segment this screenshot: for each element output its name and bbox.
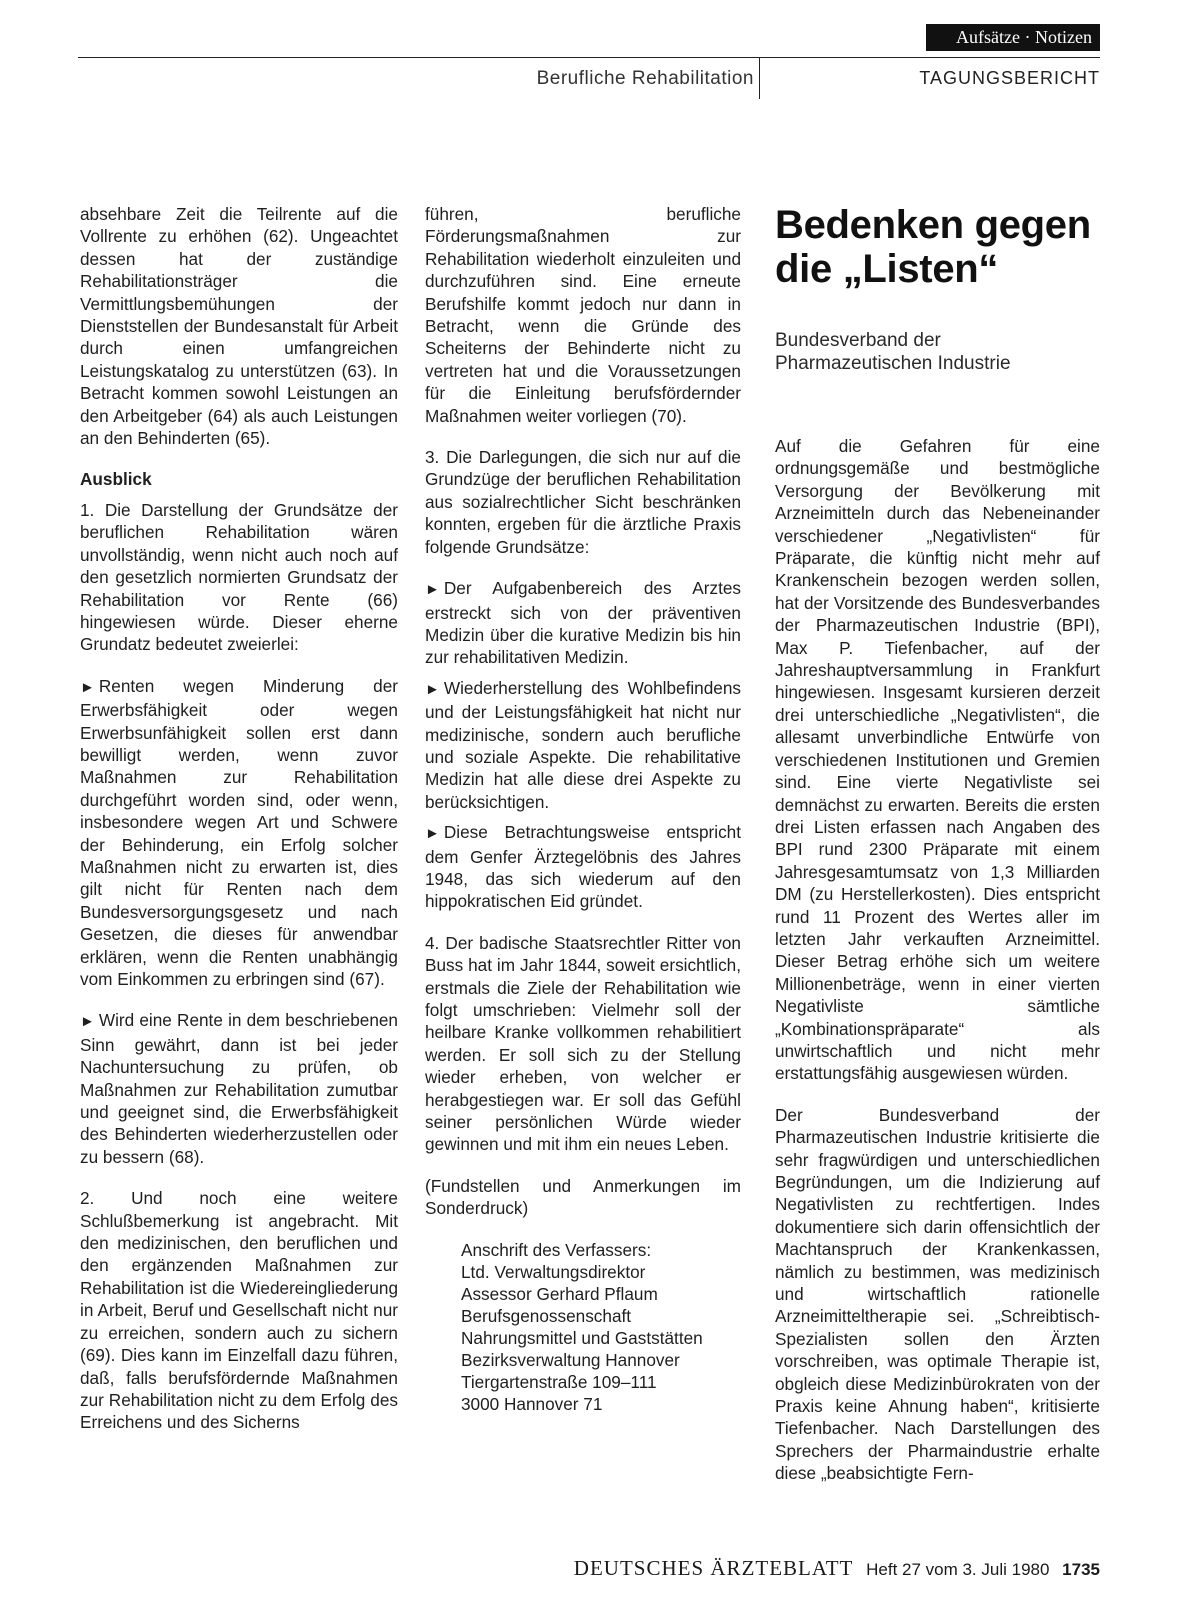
paragraph: Der Bundesverband der Pharmazeutischen Industrie kritisierte die sehr fragwürdigen und unterschiedlichen Begründungen, um die Indizierung auf Negativlisten zu rechtfertigen. Indes dokumentiere sich darin offensichtlich der Machtanspruch der Krankenkassen, nämlich zu bestimmen, was medizinisch und wirtschaftlich rationelle Arzneimitteltherapie sei. „Schreibtisch-Spezialisten sollen den Ärzten vorschreiben, was optimale Therapie ist, obgleich diese Medizinbürokraten von der Praxis keine Ahnung haben“, kritisierte Tiefenbacher. Nach Darstellungen des Sprechers der Pharmaindustrie erhalte diese „beabsichtigte Fern- <box>775 1104 1100 1484</box>
paragraph: absehbare Zeit die Teilrente auf die Vollrente zu erhöhen (62). Ungeachtet dessen hat der zuständige Rehabilitationsträger die Vermittlungsbemühungen der Dienststellen der Bundesanstalt für Arbeit durch einen umfangreichen Leistungskatalog zu unterstützen (63). In Betracht kommen sowohl Leistungen an den Arbeitgeber (64) als auch Leistungen an den Behinderten (65). <box>80 204 398 449</box>
article-byline: Bundesverband der Pharmazeutischen Industrie <box>775 330 1011 374</box>
column-1 <box>80 203 398 1453</box>
header-divider <box>759 57 760 99</box>
triangle-bullet-icon: ► <box>425 680 440 698</box>
running-header-right: TAGUNGSBERICHT <box>919 68 1100 88</box>
paragraph: 1. Die Darstellung der Grundsätze der beruflichen Rehabilitation wären unvollständig, wenn nicht auch noch auf den gesetzlich normierten Grundsatz der Rehabilitation vor Rente (66) hingewiesen würde. Dieser eherne Grundatz bedeutet zweierlei: <box>80 499 398 655</box>
paragraph: führen, berufliche Förderungsmaßnahmen zur Rehabilitation wiederholt einzuleiten und durchzuführen sind. Eine erneute Berufshilfe kommt jedoch nur dann in Betracht, wenn die Gründe des Scheiterns der Behinderte nicht zu vertreten hat und die Voraussetzungen für die Einleitung berufsfördernder Maßnahmen weiter vorliegen (70). <box>425 204 741 426</box>
paragraph: 2. Und noch eine weitere Schlußbemerkung ist angebracht. Mit den medizinischen, den beruflichen und den ergänzenden Maßnahmen zur Rehabilitation ist die Wiedereingliederung in Arbeit, Beruf und Gesellschaft nicht nur zu erreichen, sondern auch zu sichern (69). Dies kann im Einzelfall dazu führen, daß, falls berufsfördernde Maßnahmen zur Rehabilitation nicht zu dem Erfolg des Erreichens und des Sicherns <box>80 1188 398 1433</box>
page-number: 1735 <box>1062 1560 1100 1579</box>
subheading-ausblick: Ausblick <box>80 469 152 490</box>
journal-name: DEUTSCHES ÄRZTEBLATT <box>573 1556 854 1580</box>
address-line: Ltd. Verwaltungsdirektor <box>461 1261 646 1282</box>
address-line: 3000 Hannover 71 <box>461 1393 603 1414</box>
column-2 <box>425 203 741 1415</box>
author-address <box>461 1239 741 1415</box>
article-headline: Bedenken gegen die „Listen“ <box>775 203 1091 291</box>
paragraph: 3. Die Darlegungen, die sich nur auf die Grundzüge der beruflichen Rehabilitation aus sozialrechtlicher Sicht beschränken konnten, ergeben für die ärztliche Praxis folgende Grundsätze: <box>425 447 741 557</box>
bullet-text: Wird eine Rente in dem beschriebenen Sinn gewährt, dann ist bei jeder Nachuntersuchung zu prüfen, ob Maßnahmen zur Rehabilitation zumutbar und geeignet sind, die Erwerbsfähigkeit des Behinderten wiederherzustellen oder zu bessern (68). <box>80 1010 398 1167</box>
triangle-bullet-icon: ► <box>80 678 95 696</box>
issue-info: Heft 27 vom 3. Juli 1980 <box>866 1560 1050 1579</box>
top-rule <box>78 57 1100 58</box>
address-line: Assessor Gerhard Pflaum <box>461 1283 658 1304</box>
paragraph: 4. Der badische Staatsrechtler Ritter von Buss hat im Jahr 1844, soweit ersichtlich, erstmals die Ziele der Rehabilitation wie folgt umschrieben: Vielmehr soll der heilbare Kranke vollkommen rehabilitiert werden. Er soll sich zu der Stellung wieder erheben, von welcher er herabgestiegen war. Er soll das Gefühl seiner persönlichen Würde wieder gewinnen und mit ihm ein neues Leben. <box>425 932 741 1155</box>
triangle-bullet-icon: ► <box>425 825 440 843</box>
column-3 <box>775 203 1100 1504</box>
bullet-text: Wiederherstellung des Wohlbefindens und der Leistungsfähigkeit hat nicht nur medizinische, sondern auch berufliche und soziale Aspekte. Die rehabilitative Medizin hat alle diese drei Aspekte zu berücksichtigen. <box>425 677 741 812</box>
bullet-text: Renten wegen Minderung der Erwerbsfähigkeit oder wegen Erwerbsunfähigkeit sollen erst dann bewilligt werden, wenn zuvor Maßnahmen zur Rehabilitation durchgeführt worden sind, oder wenn, insbesondere wegen Art und Schwere der Behinderung, ein Erfolg solcher Maßnahmen nicht zu erwarten ist, dies gilt nicht für Renten nach dem Bundesversorgungsgesetz und nach Gesetzen, die dieses für anwendbar erklären, wenn die Renten unabhängig vom Einkommen zu erbringen sind (67). <box>80 675 398 989</box>
section-tag: Aufsätze · Notizen <box>926 24 1100 51</box>
address-line: Berufsgenossenschaft <box>461 1305 632 1326</box>
triangle-bullet-icon: ► <box>425 581 440 599</box>
triangle-bullet-icon: ► <box>80 1013 95 1031</box>
running-header-left: Berufliche Rehabilitation <box>536 68 754 89</box>
bullet-text: Diese Betrachtungsweise entspricht dem Genfer Ärztegelöbnis des Jahres 1948, das sich wiederum auf den hippokratischen Eid gründet. <box>425 822 741 912</box>
bullet-item <box>425 577 741 669</box>
paragraph: Auf die Gefahren für eine ordnungsgemäße und bestmögliche Versorgung der Bevölkerung mit Arzneimitteln durch das Nebeneinander verschiedener „Negativlisten“ für Präparate, die künftig nicht mehr auf Krankenschein bezogen werden sollen, hat der Vorsitzende des Bundesverbandes der Pharmazeutischen Industrie (BPI), Max P. Tiefenbacher, auf der Jahreshauptversammlung in Frankfurt hingewiesen. Insgesamt kursieren derzeit drei unterschiedliche „Negativlisten“, die allesamt unverbindliche Entwürfe von verschiedenen Institutionen und Gremien sind. Eine vierte Negativliste sei demnächst zu erwarten. Bereits die ersten drei Listen erfassen nach Angaben des BPI rund 2300 Präparate mit einem Jahresgesamtumsatz von 1,3 Milliarden DM (zu Herstellerkosten). Dies entspricht rund 11 Prozent des Wertes aller im letzten Jahr verkauften Arzneimittel. Dieser Betrag erhöhe sich um weitere Millionenbeträge, wenn in einer vierten Negativliste sämtliche „Kombinationspräparate“ als unwirtschaftlich und nicht mehr erstattungsfähig ausgewiesen würden. <box>775 436 1100 1084</box>
bullet-item <box>80 1009 398 1168</box>
bullet-item <box>80 675 398 991</box>
bullet-text: Der Aufgabenbereich des Arztes erstreckt sich von der präventiven Medizin über die kurative Medizin bis hin zur rehabilitativen Medizin. <box>425 578 741 668</box>
bullet-item <box>425 821 741 913</box>
page-footer <box>574 1556 1100 1581</box>
address-line: Anschrift des Verfassers: <box>461 1239 652 1260</box>
address-line: Tiergartenstraße 109–111 <box>461 1371 657 1392</box>
address-line: Bezirksverwaltung Hannover <box>461 1349 680 1370</box>
address-line: Nahrungsmittel und Gaststätten <box>461 1327 703 1348</box>
paragraph-note: (Fundstellen und Anmerkungen im Sonderdruck) <box>425 1175 741 1219</box>
bullet-item <box>425 677 741 813</box>
